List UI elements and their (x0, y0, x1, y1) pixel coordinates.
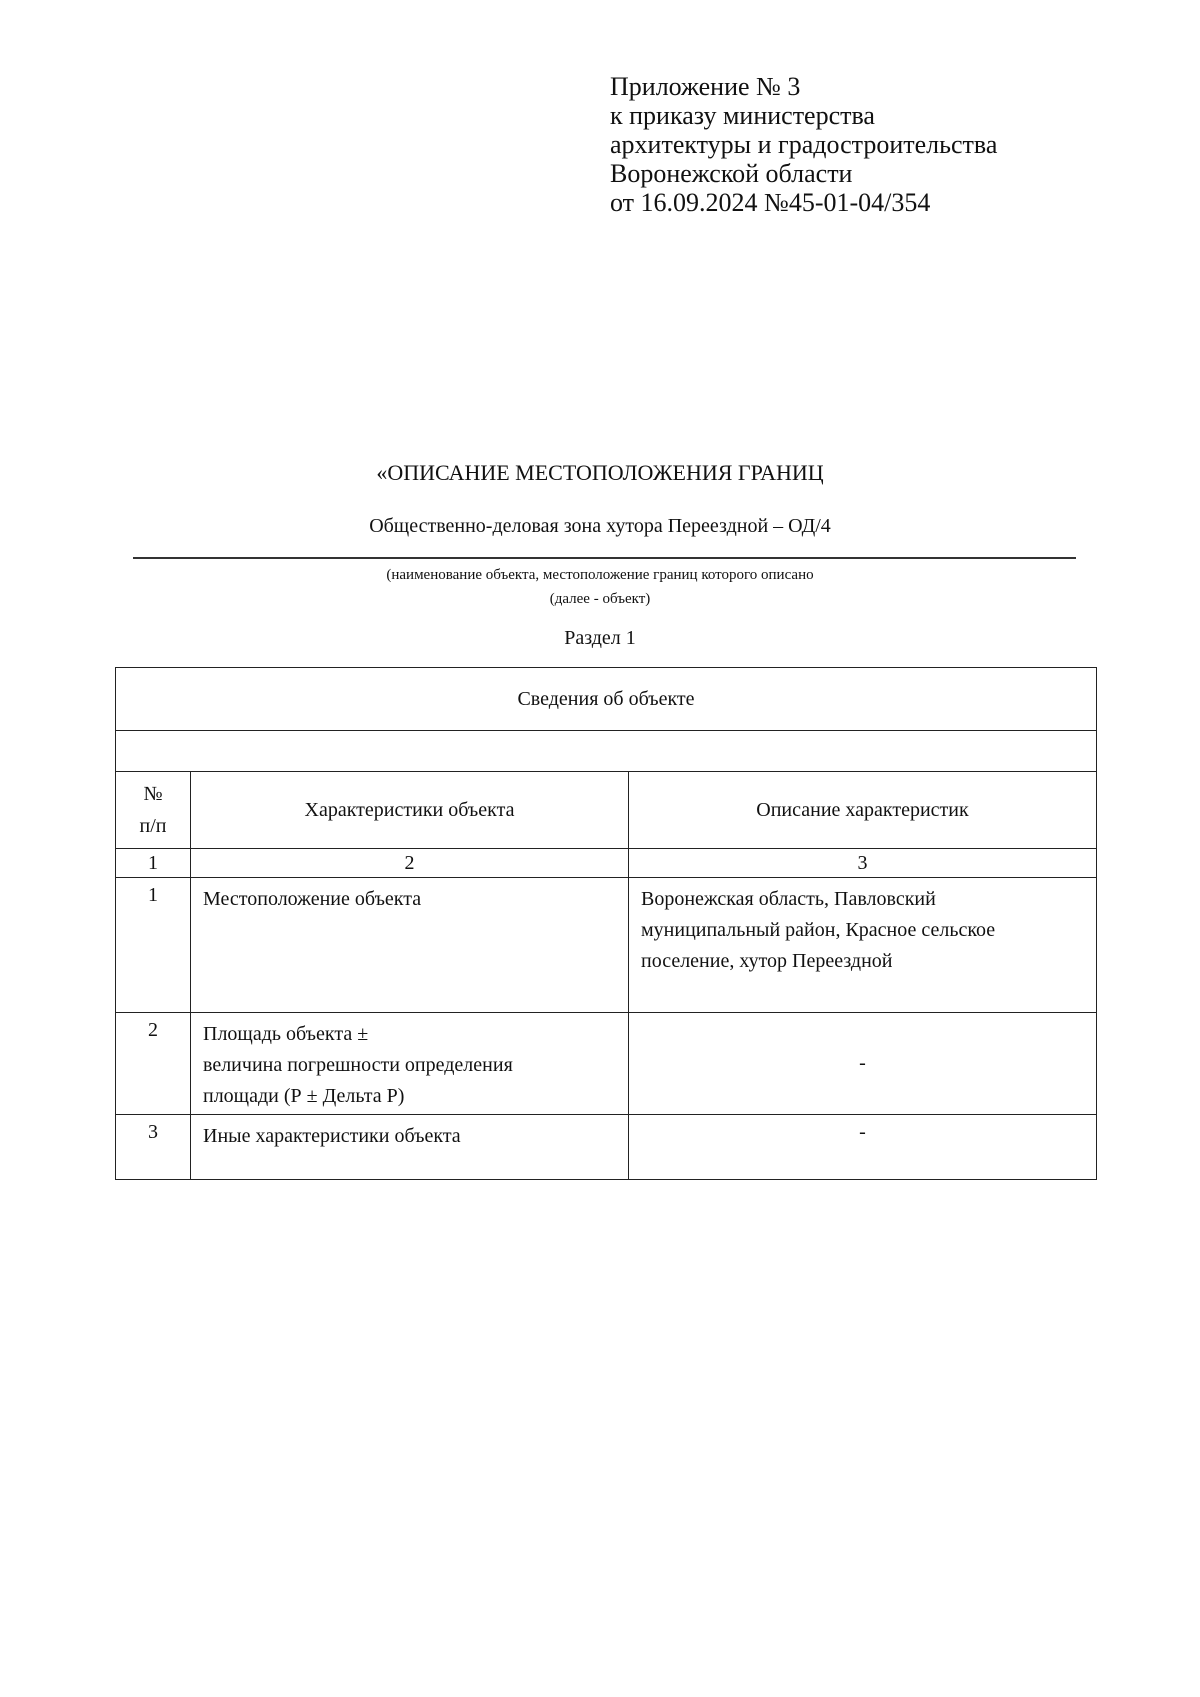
row-characteristic-line: Местоположение объекта (203, 888, 422, 910)
row-number: 2 (116, 1013, 191, 1115)
underline-divider (133, 557, 1076, 559)
column-number-row (116, 849, 1097, 878)
header-num-line: № (143, 783, 163, 805)
row-characteristic-line: Иные характеристики объекта (203, 1125, 461, 1147)
row-characteristic (191, 1013, 629, 1115)
row-characteristic (191, 878, 629, 1013)
header-num (116, 772, 191, 849)
row-description-line: муниципальный район, Красное сельское (641, 919, 996, 941)
row-characteristic-line: величина погрешности определения (203, 1054, 513, 1076)
section-label: Раздел 1 (564, 627, 636, 649)
object-note-line: (далее - объект) (549, 591, 651, 607)
appendix-line: Приложение № 3 (610, 72, 801, 101)
row-number: 3 (116, 1115, 191, 1180)
row-characteristic-line: Площадь объекта ± (203, 1023, 369, 1045)
header-description: Описание характеристик (629, 772, 1097, 849)
object-note (0, 563, 1200, 611)
table-header-row (116, 772, 1097, 849)
header-characteristics: Характеристики объекта (191, 772, 629, 849)
column-number: 1 (116, 849, 191, 878)
table-row (116, 878, 1097, 1013)
appendix-header (610, 72, 997, 217)
header-num-line: п/п (139, 815, 167, 837)
appendix-line: Воронежской области (610, 159, 853, 188)
row-characteristic (191, 1115, 629, 1180)
appendix-line: к приказу министерства (610, 101, 875, 130)
row-description: - (629, 1115, 1097, 1180)
document-title: «ОПИСАНИЕ МЕСТОПОЛОЖЕНИЯ ГРАНИЦ (376, 460, 824, 485)
table-blank-row (116, 731, 1097, 772)
table-caption: Сведения об объекте (116, 668, 1097, 731)
object-name: Общественно-деловая зона хутора Переездной – ОД/4 (369, 515, 831, 537)
row-number: 1 (116, 878, 191, 1013)
row-description-line: Воронежская область, Павловский (641, 888, 936, 910)
column-number: 2 (191, 849, 629, 878)
row-description-line: поселение, хутор Переездной (641, 950, 893, 972)
table-row (116, 1013, 1097, 1115)
table-row (116, 1115, 1097, 1180)
row-characteristic-line: площади (Р ± Дельта Р) (203, 1085, 405, 1107)
object-note-line: (наименование объекта, местоположение границ которого описано (386, 567, 814, 583)
appendix-line: архитектуры и градостроительства (610, 130, 998, 159)
appendix-line: от 16.09.2024 №45-01-04/354 (610, 188, 931, 217)
row-description (629, 878, 1097, 1013)
row-description: - (629, 1013, 1097, 1115)
column-number: 3 (629, 849, 1097, 878)
object-info-table (115, 667, 1097, 1180)
